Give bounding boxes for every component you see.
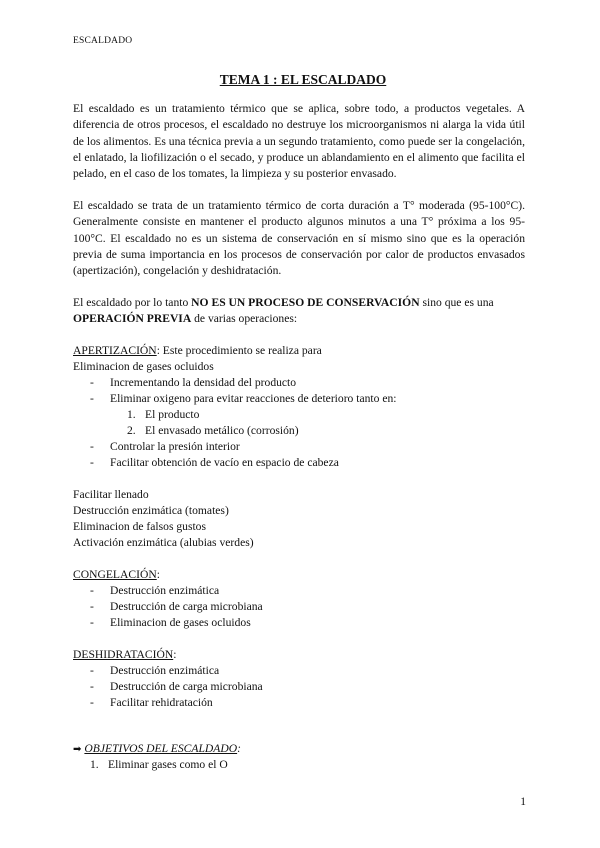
conclusion-bold-2: OPERACIÓN PREVIA (73, 312, 192, 326)
congelacion-heading-line (73, 567, 160, 583)
list-item: - Incrementando la densidad del producto (90, 376, 297, 389)
congelacion-heading: CONGELACIÓN (73, 568, 157, 581)
page-title: TEMA 1 : EL ESCALDADO (219, 72, 387, 87)
conclusion-paragraph (73, 295, 525, 328)
list-item: - Facilitar obtención de vacío en espacio de cabeza (90, 456, 339, 469)
list-item: 2. El envasado metálico (corrosión) (127, 424, 299, 437)
deshidratacion-colon: : (173, 648, 177, 661)
list-item: - Eliminacion de gases ocluidos (90, 616, 251, 629)
objetivos-heading-line (73, 741, 241, 758)
apertizacion-extra: Eliminacion de falsos gustos (73, 520, 206, 533)
list-item: 1. El producto (127, 408, 200, 421)
list-item: - Facilitar rehidratación (90, 696, 213, 709)
deshidratacion-heading-line (73, 647, 176, 663)
apertizacion-line2: Eliminacion de gases ocluidos (73, 360, 214, 373)
apertizacion-extra: Activación enzimática (alubias verdes) (73, 536, 254, 549)
conclusion-text-1: El escaldado por lo tanto (73, 296, 192, 309)
objetivos-heading: OBJETIVOS DEL ESCALDADO (84, 742, 238, 755)
page-header: ESCALDADO (73, 36, 133, 46)
apertizacion-extra: Destrucción enzimática (tomates) (73, 504, 229, 517)
apertizacion-heading: APERTIZACIÓN (73, 344, 157, 357)
list-item: - Eliminar oxigeno para evitar reacciones de deterioro tanto en: (90, 392, 397, 405)
page-number: 1 (520, 796, 526, 808)
intro-paragraph: El escaldado es un tratamiento térmico que se aplica, sobre todo, a productos vegetales. A diferencia de otros procesos, el escaldado no destruye los microorganismos ni alarga la vida útil de los alimentos. Es una técnica previa a un segundo tratamiento, como puede ser la congelación, el enlatado, la liofilización o el secado, y produce un ablandamiento en el alimento que facilita el pelado, en el caso de los tomates, la limpieza y su posterior envasado. (73, 102, 525, 181)
apertizacion-heading-line (73, 343, 322, 359)
list-item: - Destrucción enzimática (90, 664, 220, 677)
conclusion-bold-1: NO ES UN PROCESO DE CONSERVACIÓN (191, 296, 420, 309)
list-item: - Destrucción enzimática (90, 584, 220, 597)
list-item: 1. Eliminar gases como el O (90, 758, 228, 771)
definition-paragraph: El escaldado se trata de un tratamiento térmico de corta duración a T° moderada (95-100°C). Generalmente consiste en mantener el producto algunos minutos a una T° próxima a los 95-100°C. El escaldado no es un sistema de conservación en sí mismo sino que es la operación previa de suma importancia en los procesos de conservación por calor de productos envasados (apertización), congelación y deshidratación. (73, 199, 525, 278)
conclusion-text-3: de varias operaciones: (191, 312, 298, 326)
list-item: - Controlar la presión interior (90, 440, 240, 453)
apertizacion-extra: Facilitar llenado (73, 488, 149, 501)
arrow-right-icon: ➡ (73, 744, 82, 755)
apertizacion-intro: : Este procedimiento se realiza para (156, 344, 322, 357)
list-item: - Destrucción de carga microbiana (90, 680, 263, 693)
list-item: - Destrucción de carga microbiana (90, 600, 263, 613)
deshidratacion-heading: DESHIDRATACIÓN (73, 648, 174, 661)
objetivos-colon: : (237, 742, 241, 755)
congelacion-colon: : (156, 568, 160, 581)
conclusion-text-2: sino que es una (419, 296, 494, 309)
